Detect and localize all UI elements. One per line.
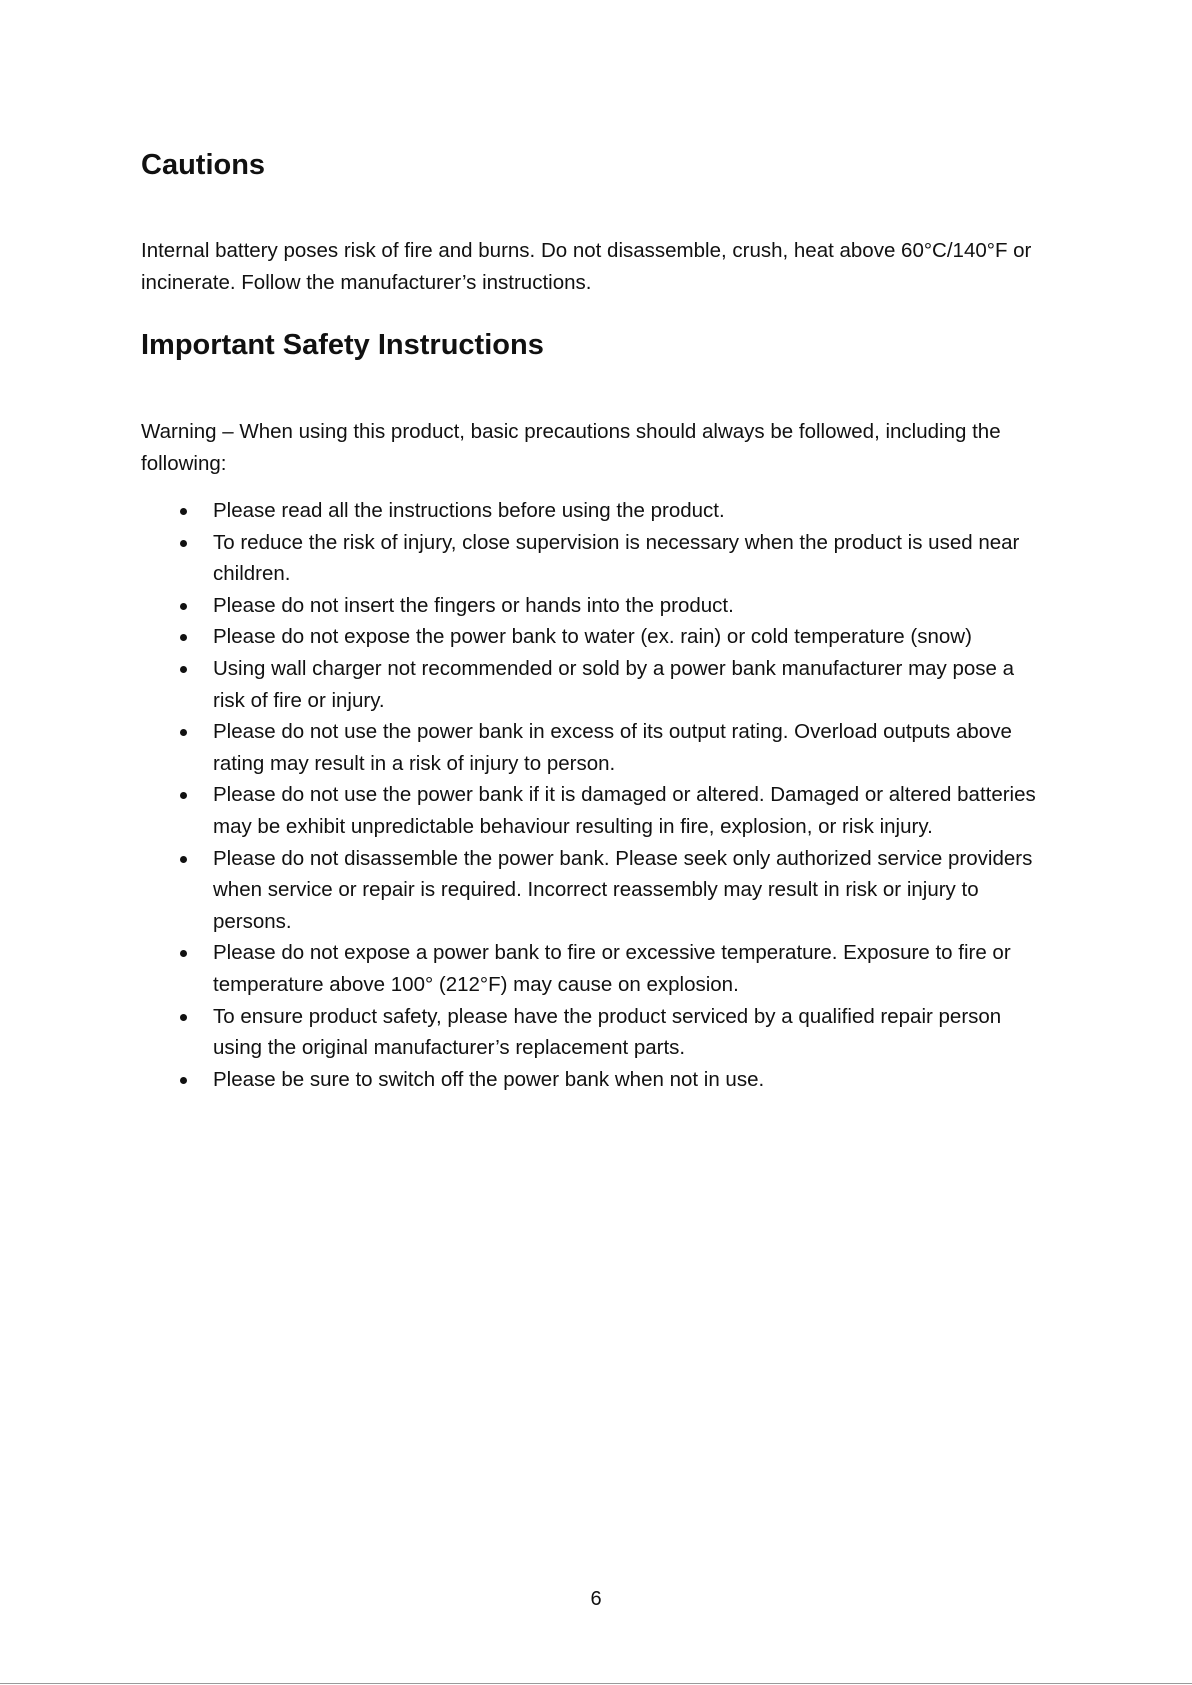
- list-item-text: To ensure product safety, please have the product serviced by a qualified repair person using the original manufacturer’s replacement parts.: [213, 1004, 1002, 1060]
- list-item: [141, 937, 1041, 1000]
- safety-instructions-list: [141, 495, 1041, 1095]
- list-item: [141, 527, 1041, 590]
- list-item: [141, 1001, 1041, 1064]
- list-item-text: Please read all the instructions before using the product.: [213, 499, 725, 522]
- list-item-text: To reduce the risk of injury, close supervision is necessary when the product is used near children.: [213, 530, 1020, 586]
- bullet-icon: [180, 603, 187, 610]
- bullet-icon: [180, 540, 187, 547]
- bullet-icon: [180, 856, 187, 863]
- list-item-text: Please do not expose a power bank to fire or excessive temperature. Exposure to fire or temperature above 100° (212°F) may cause on explosion.: [213, 941, 1011, 996]
- bullet-icon: [180, 508, 187, 515]
- safety-instructions-heading: Important Safety Instructions: [141, 329, 544, 361]
- list-item-text: Please be sure to switch off the power bank when not in use.: [213, 1067, 765, 1091]
- bullet-icon: [180, 1014, 187, 1021]
- bullet-icon: [180, 1077, 187, 1084]
- list-item-text: Using wall charger not recommended or sold by a power bank manufacturer may pose a risk of fire or injury.: [213, 656, 1015, 712]
- list-item: [141, 779, 1041, 842]
- list-item-text: Please do not use the power bank if it is damaged or altered. Damaged or altered batteries may be exhibit unpredictable behaviour resulting in fire, explosion, or risk injury.: [213, 783, 1036, 838]
- bullet-icon: [180, 792, 187, 799]
- list-item: [141, 716, 1041, 779]
- list-item: [141, 653, 1041, 716]
- list-item: [141, 590, 1041, 622]
- list-item: [141, 843, 1041, 938]
- bullet-icon: [180, 950, 187, 957]
- warning-paragraph: Warning – When using this product, basic precautions should always be followed, including the following:: [141, 420, 1001, 475]
- bullet-icon: [180, 729, 187, 736]
- bullet-icon: [180, 634, 187, 641]
- list-item-text: Please do not insert the fingers or hands into the product.: [213, 593, 734, 617]
- list-item-text: Please do not expose the power bank to water (ex. rain) or cold temperature (snow): [213, 625, 972, 649]
- list-item-text: Please do not use the power bank in excess of its output rating. Overload outputs above rating may result in a risk of injury to person.: [213, 720, 1012, 775]
- page-number: 6: [590, 1588, 602, 1610]
- bullet-icon: [180, 666, 187, 673]
- list-item: [141, 621, 1041, 653]
- cautions-heading: Cautions: [141, 149, 266, 181]
- page-bottom-divider: [0, 1683, 1192, 1684]
- list-item: [141, 1064, 1041, 1096]
- cautions-paragraph: Internal battery poses risk of fire and burns. Do not disassemble, crush, heat above 60°C/140°F or incinerate. Follow the manufacturer’s instructions.: [141, 239, 1032, 294]
- list-item-text: Please do not disassemble the power bank. Please seek only authorized service providers when service or repair is required. Incorrect reassembly may result in risk or injury to persons.: [213, 846, 1033, 933]
- list-item: [141, 495, 1041, 527]
